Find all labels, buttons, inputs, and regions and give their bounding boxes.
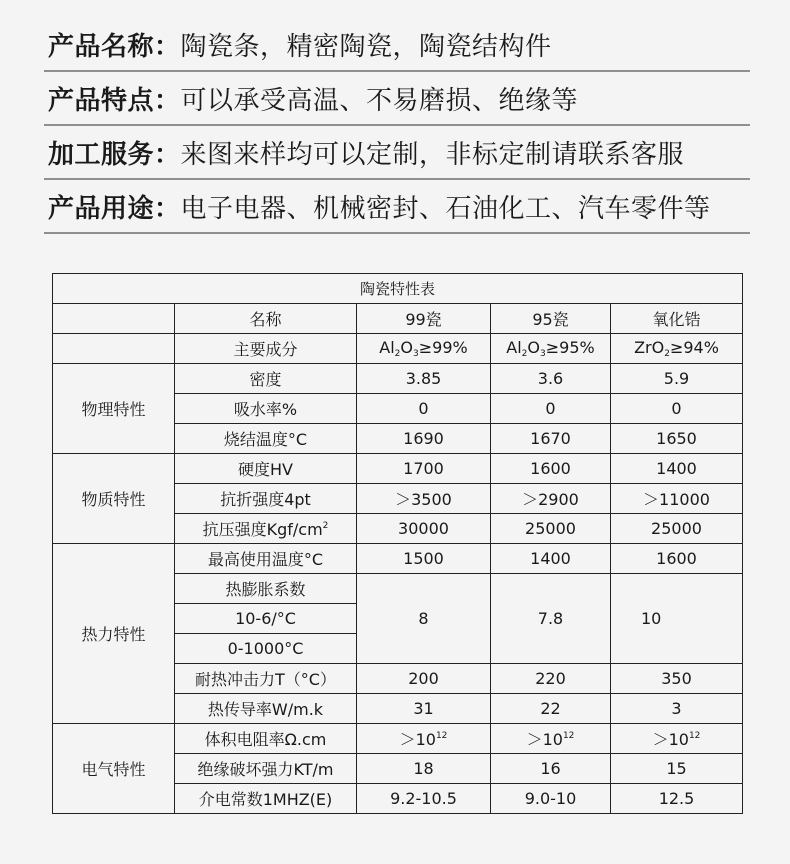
info-label: 产品名称： xyxy=(48,31,181,62)
row-label: 抗压强度Kgf/$cm^2$ xyxy=(175,514,357,544)
cell-value: 30000 xyxy=(357,514,491,544)
table-header-row xyxy=(53,304,743,334)
cell-value: 31 xyxy=(357,694,491,724)
info-row-service xyxy=(44,126,750,180)
empty-cell xyxy=(53,334,175,364)
header-zirconia: 氧化锆 xyxy=(611,304,743,334)
info-row-features xyxy=(44,72,750,126)
cell-value: 12.5 xyxy=(611,784,743,814)
cell-value: $>10^{12}$ xyxy=(611,724,743,754)
table-title: 陶瓷特性表 xyxy=(53,274,743,304)
info-label: 加工服务： xyxy=(48,139,181,170)
cell-value: 1670 xyxy=(491,424,611,454)
cell-value: 25000 xyxy=(611,514,743,544)
cell-value: 1650 xyxy=(611,424,743,454)
row-label: 0-1000°C xyxy=(175,634,357,664)
cell-value: 0 xyxy=(357,394,491,424)
cell-value: 1500 xyxy=(357,544,491,574)
cell-value: 8 xyxy=(357,574,491,664)
cell-value: ＞2900 xyxy=(491,484,611,514)
info-row-usage xyxy=(44,180,750,234)
table-row xyxy=(53,454,743,484)
row-label: 烧结温度°C xyxy=(175,424,357,454)
cell-value: 5.9 xyxy=(611,364,743,394)
row-label: 绝缘破坏强力KT/m xyxy=(175,754,357,784)
table-row xyxy=(53,334,743,364)
cell-value: 350 xyxy=(611,664,743,694)
header-95-ceramic: 95瓷 xyxy=(491,304,611,334)
row-label: 体积电阻率Ω.cm xyxy=(175,724,357,754)
row-label: 介电常数1MHZ(E) xyxy=(175,784,357,814)
cell-value: 1700 xyxy=(357,454,491,484)
cell-value: 200 xyxy=(357,664,491,694)
cell-value: 22 xyxy=(491,694,611,724)
table-title-row xyxy=(53,274,743,304)
composition-99: $Al_2O_3\ge 99\%$ xyxy=(357,334,491,364)
cell-value: 9.2-10.5 xyxy=(357,784,491,814)
info-label: 产品用途： xyxy=(48,193,181,224)
header-name: 名称 xyxy=(175,304,357,334)
group-material: 物质特性 xyxy=(53,454,175,544)
cell-value: 220 xyxy=(491,664,611,694)
cell-value: 3.85 xyxy=(357,364,491,394)
header-99-ceramic: 99瓷 xyxy=(357,304,491,334)
row-label: 吸水率% xyxy=(175,394,357,424)
info-value: 来图来样均可以定制，非标定制请联系客服 xyxy=(180,139,685,170)
row-label: 主要成分 xyxy=(175,334,357,364)
row-label: 抗折强度4pt xyxy=(175,484,357,514)
empty-cell xyxy=(53,304,175,334)
composition-95: $Al_2O_3\ge 95\%$ xyxy=(491,334,611,364)
info-value: 陶瓷条，精密陶瓷，陶瓷结构件 xyxy=(180,31,552,62)
cell-value: 1600 xyxy=(611,544,743,574)
group-physical: 物理特性 xyxy=(53,364,175,454)
cell-value: 16 xyxy=(491,754,611,784)
table-row xyxy=(53,364,743,394)
cell-value: $>10^{12}$ xyxy=(491,724,611,754)
cell-value: 1690 xyxy=(357,424,491,454)
row-label: 耐热冲击力T（°C） xyxy=(175,664,357,694)
info-label: 产品特点： xyxy=(48,85,181,116)
row-label: 密度 xyxy=(175,364,357,394)
group-electrical: 电气特性 xyxy=(53,724,175,814)
row-label: 热传导率W/m.k xyxy=(175,694,357,724)
cell-value: 10 xyxy=(611,574,743,664)
product-info xyxy=(44,18,750,234)
cell-value: ＞11000 xyxy=(611,484,743,514)
cell-value: 9.0-10 xyxy=(491,784,611,814)
row-label: 热膨胀系数 xyxy=(175,574,357,604)
table-row xyxy=(53,724,743,754)
cell-value: ＞3500 xyxy=(357,484,491,514)
table-row xyxy=(53,544,743,574)
cell-value: 7.8 xyxy=(491,574,611,664)
cell-value: $>10^{12}$ xyxy=(357,724,491,754)
row-label: 硬度HV xyxy=(175,454,357,484)
info-row-name xyxy=(44,18,750,72)
group-thermal: 热力特性 xyxy=(53,544,175,724)
composition-zirconia: ZrO$_2$≥94% xyxy=(611,334,743,364)
cell-value: 1400 xyxy=(491,544,611,574)
info-value: 可以承受高温、不易磨损、绝缘等 xyxy=(180,85,579,116)
cell-value: 3.6 xyxy=(491,364,611,394)
row-label: 10-6/°C xyxy=(175,604,357,634)
cell-value: 18 xyxy=(357,754,491,784)
cell-value: 3 xyxy=(611,694,743,724)
cell-value: 0 xyxy=(611,394,743,424)
cell-value: 1400 xyxy=(611,454,743,484)
row-label: 最高使用温度°C xyxy=(175,544,357,574)
cell-value: 25000 xyxy=(491,514,611,544)
ceramic-properties-table xyxy=(52,273,743,814)
cell-value: 1600 xyxy=(491,454,611,484)
info-value: 电子电器、机械密封、石油化工、汽车零件等 xyxy=(180,193,711,224)
cell-value: 0 xyxy=(491,394,611,424)
cell-value: 15 xyxy=(611,754,743,784)
